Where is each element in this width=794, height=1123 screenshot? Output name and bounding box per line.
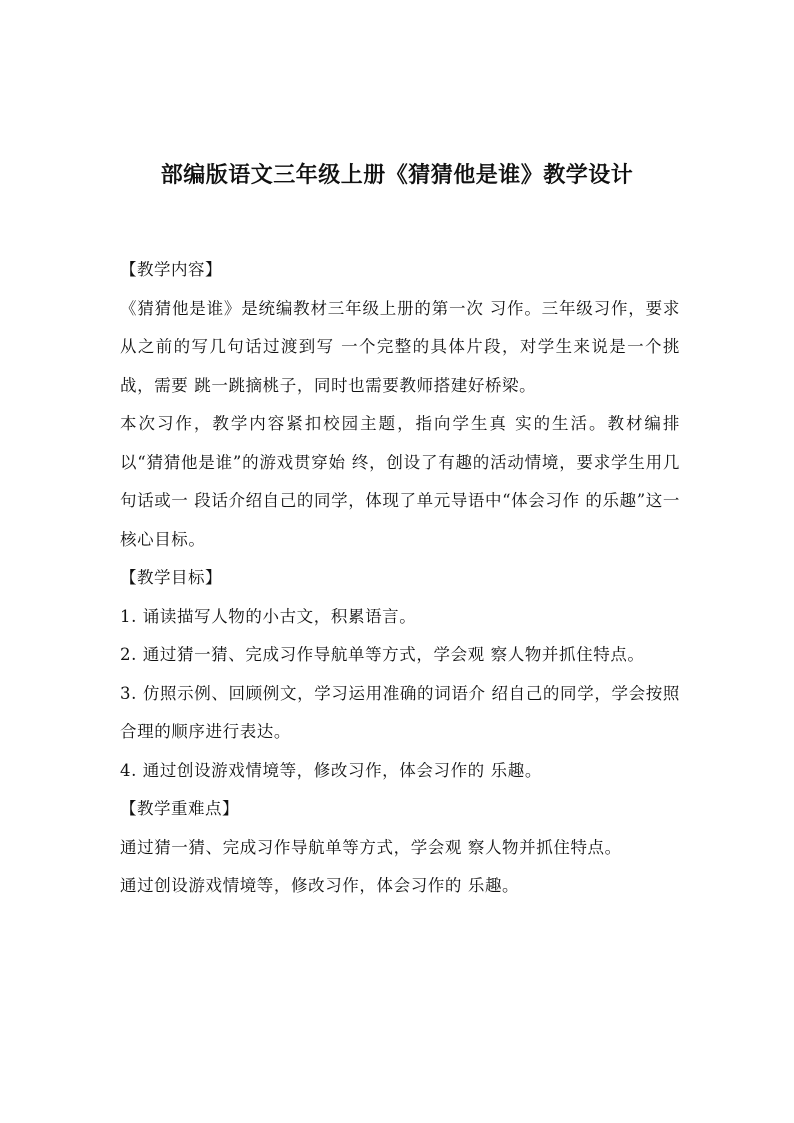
section-heading-goals: 【教学目标】 — [120, 568, 222, 587]
section-heading-content: 【教学内容】 — [120, 260, 222, 279]
goal-item: 2. 通过猜一猜、完成习作导航单等方式，学会观 察人物并抓住特点。 — [120, 645, 645, 664]
goal-item: 3. 仿照示例、回顾例文，学习运用准确的词语介 绍自己的同学，学会按照合理的顺序进行表达。 — [120, 683, 680, 741]
goal-item: 1. 诵读描写人物的小古文，积累语言。 — [120, 606, 417, 626]
content-paragraph: 《猜猜他是谁》是统编教材三年级上册的第一次 习作。三年级习作，要求从之前的写几句话过渡到写 一个完整的具体片段，对学生来说是一个挑战，需要 跳一跳摘桃子，同时也需要教师搭建好桥梁。 — [120, 298, 680, 395]
document-body — [120, 251, 680, 906]
key-point-paragraph: 通过猜一猜、完成习作导航单等方式，学会观 察人物并抓住特点。 — [120, 837, 622, 857]
key-point-paragraph: 通过创设游戏情境等，修改习作，体会习作的 乐趣。 — [120, 876, 520, 895]
goal-item: 4. 通过创设游戏情境等，修改习作，体会习作的 乐趣。 — [120, 760, 542, 780]
document-title: 部编版语文三年级上册《猜猜他是谁》教学设计 — [160, 163, 634, 188]
section-heading-key-points: 【教学重难点】 — [120, 799, 239, 818]
content-paragraph: 本次习作，教学内容紧扣校园主题，指向学生真 实的生活。教材编排以“猜猜他是谁”的游戏贯穿始 终，创设了有趣的活动情境，要求学生用几句话或一 段话介绍自己的同学，体现了单元导语中“体会习作 的乐趣”这一核心目标。 — [120, 414, 680, 549]
